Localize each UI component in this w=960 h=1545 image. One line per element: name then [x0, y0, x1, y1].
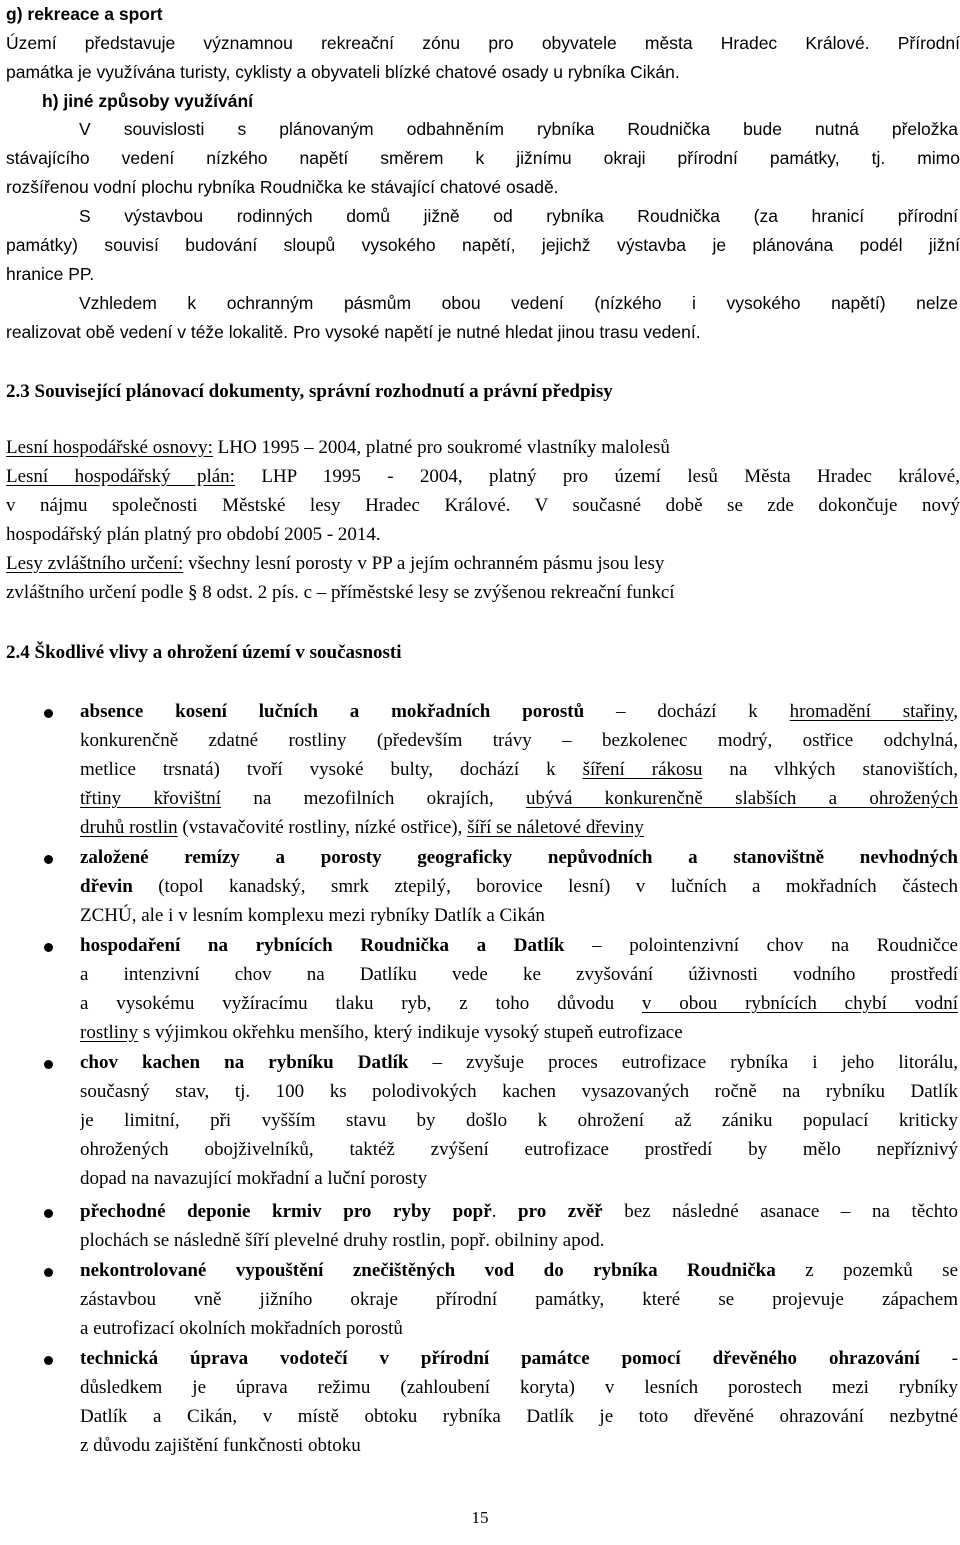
- lzu-text: všechny lesní porosty v PP a jejím ochranném pásmu jsou lesy: [183, 553, 665, 574]
- h-p3-line-1: Vzhledem k ochranným pásmům obou vedení (nízkého i vysokého napětí) nelze: [79, 293, 958, 313]
- heading-h: h) jiné způsoby využívání: [42, 91, 254, 111]
- h-p3-line-2: realizovat obě vedení v téže lokalitě. Pro vysoké napětí je nutné hledat jinou trasu vedení.: [6, 322, 701, 342]
- page-number: 15: [471, 1508, 489, 1527]
- b4-line-3: je limitní, při vyšším stavu by došlo k ohrožení až zániku populací kriticky: [80, 1110, 958, 1131]
- lzu-line-1: [6, 552, 960, 576]
- bullet-5-icon: [44, 1209, 53, 1218]
- lhp-line-3: hospodářský plán platný pro období 2005 - 2014.: [6, 524, 381, 545]
- b4-bold: chov kachen na rybníku Datlík: [80, 1052, 409, 1073]
- b1-l4-underline-2: ubývá konkurenčně slabších a ohrožených: [525, 788, 958, 809]
- b1-l3-text: metlice trsnatá) tvoří vysoké bulty, dochází k: [80, 759, 583, 780]
- b1-text: – dochází k: [584, 701, 790, 722]
- g-line-2: památka je využívána turisty, cyklisty a obyvateli blízké chatové osady u rybníka Cikán.: [6, 62, 680, 82]
- b4-line-1: [80, 1051, 958, 1075]
- b1-line-2: konkurenčně zdatné rostliny (především trávy – bezkolenec modrý, ostřice odchylná,: [80, 730, 958, 751]
- b3-bold: hospodaření na rybnících Roudnička a Datlík: [80, 935, 565, 956]
- b3-l4-text: s výjimkou okřehku menšího, který indikuje vysoký stupeň eutrofizace: [138, 1022, 683, 1043]
- heading-g: g) rekreace a sport: [6, 4, 163, 24]
- b1-end: ,: [953, 701, 958, 722]
- b1-l4-text: na mezofilních okrajích,: [221, 788, 526, 809]
- b1-line-5: [80, 816, 958, 840]
- b3-text: – polointenzivní chov na Roudničce: [564, 935, 958, 956]
- lho-text: LHO 1995 – 2004, platné pro soukromé vlastníky malolesů: [212, 437, 670, 458]
- b1-l4-underline-1: třtiny křovištní: [80, 788, 222, 809]
- lho-label: Lesní hospodářské osnovy:: [6, 437, 213, 458]
- lhp-label: Lesní hospodářský plán:: [6, 466, 235, 487]
- b4-line-2: současný stav, tj. 100 ks polodivokých kachen vysazovaných ročně na rybníku Datlík: [80, 1081, 958, 1102]
- heading-2-3: 2.3 Související plánovací dokumenty, správní rozhodnutí a právní předpisy: [6, 381, 613, 402]
- lzu-line-2: zvláštního určení podle § 8 odst. 2 pís. c – příměstské lesy se zvýšenou rekreační funkcí: [6, 582, 675, 603]
- b6-line-2: zástavbou vně jižního okraje přírodní památky, které se projevuje zápachem: [80, 1289, 958, 1310]
- bullet-2-icon: [44, 855, 53, 864]
- b3-l4-underline: rostliny: [80, 1022, 139, 1043]
- b1-line-1: [80, 700, 958, 724]
- b5-text: bez následné asanace – na těchto: [602, 1201, 958, 1222]
- b2-line-2: [80, 875, 958, 899]
- heading-2-4: 2.4 Škodlivé vlivy a ohrožení území v současnosti: [6, 642, 402, 663]
- b5-bold-1: přechodné deponie krmiv pro ryby popř: [80, 1201, 492, 1222]
- b4-text: – zvyšuje proces eutrofizace rybníka i jeho litorálu,: [408, 1052, 958, 1073]
- h-p2-line-1: S výstavbou rodinných domů jižně od rybníka Roudnička (za hranicí přírodní: [79, 206, 958, 226]
- h-p1-line-1: V souvislosti s plánovaným odbahněním rybníka Roudnička bude nutná přeložka: [79, 119, 958, 139]
- b5-line-1: [80, 1200, 958, 1224]
- b1-underline: hromadění stařiny: [789, 701, 954, 722]
- b2-bold: dřevin: [80, 876, 133, 897]
- b3-l3-underline: v obou rybnících chybí vodní: [641, 993, 958, 1014]
- b7-text: -: [919, 1348, 958, 1369]
- b6-line-1: [80, 1259, 958, 1283]
- bullet-7-icon: [44, 1356, 53, 1365]
- b1-l5-underline-2: šíří se náletové dřeviny: [467, 817, 644, 838]
- lhp-line-1: [6, 465, 960, 489]
- b6-bold: nekontrolované vypouštění znečištěných vod do rybníka Roudnička: [80, 1260, 776, 1281]
- b4-line-4: ohrožených obojživelníků, taktéž zvýšení eutrofizace prostředí by mělo nepříznivý: [80, 1139, 958, 1160]
- b3-line-4: [80, 1021, 958, 1045]
- h-p2-line-3: hranice PP.: [6, 264, 95, 284]
- b1-line-3: [80, 758, 958, 782]
- b2-line-1: založené remízy a porosty geograficky nepůvodních a stanovištně nevhodných: [80, 847, 958, 868]
- h-p1-line-2: stávajícího vedení nízkého napětí směrem k jižnímu okraji přírodní památky, tj. mimo: [6, 148, 960, 168]
- b5-line-2: plochách se následně šíří plevelné druhy rostlin, popř. obilniny apod.: [80, 1230, 605, 1251]
- bullet-4-icon: [44, 1060, 53, 1069]
- b1-l3-end: na vlhkých stanovištích,: [702, 759, 958, 780]
- bullet-6-icon: [44, 1268, 53, 1277]
- b1-l5-underline-1: druhů rostlin: [80, 817, 178, 838]
- bullet-3-icon: [44, 943, 53, 952]
- b3-line-3: [80, 992, 958, 1016]
- lhp-text: LHP 1995 - 2004, platný pro území lesů Města Hradec králové,: [234, 466, 960, 487]
- b7-line-4: z důvodu zajištění funkčnosti obtoku: [80, 1435, 361, 1456]
- b3-line-2: a intenzivní chov na Datlíku vede ke zvyšování úživnosti vodního prostředí: [80, 964, 958, 985]
- bullet-1-icon: [44, 709, 53, 718]
- h-p2-line-2: památky) souvisí budování sloupů vysokého napětí, jejichž výstavba je plánována podél jižní: [6, 235, 960, 255]
- b3-l3-text: a vysokému vyžíracímu tlaku ryb, z toho důvodu: [80, 993, 642, 1014]
- lho-line: [6, 436, 960, 460]
- b6-text: z pozemků se: [775, 1260, 958, 1281]
- g-line-1: Území představuje významnou rekreační zónu pro obyvatele města Hradec Králové. Přírodní: [6, 33, 960, 53]
- b6-line-3: a eutrofizací okolních mokřadních porostů: [80, 1318, 403, 1339]
- h-p1-line-3: rozšířenou vodní plochu rybníka Roudnička ke stávající chatové osadě.: [6, 177, 559, 197]
- lzu-label: Lesy zvláštního určení:: [6, 553, 184, 574]
- b7-line-2: důsledkem je úprava režimu (zahloubení koryta) v lesních porostech mezi rybníky: [80, 1377, 958, 1398]
- b1-line-4: [80, 787, 958, 811]
- lhp-line-2: v nájmu společnosti Městské lesy Hradec Králové. V současné době se zde dokončuje nový: [6, 495, 960, 516]
- b2-text: (topol kanadský, smrk ztepilý, borovice lesní) v lučních a mokřadních částech: [132, 876, 958, 897]
- b1-bold: absence kosení lučních a mokřadních porostů: [80, 701, 585, 722]
- b7-line-1: [80, 1347, 958, 1371]
- b7-line-3: Datlík a Cikán, v místě obtoku rybníka Datlík je toto dřevěné ohrazování nezbytné: [80, 1406, 958, 1427]
- b5-bold-2: pro zvěř: [518, 1201, 603, 1222]
- b4-line-5: dopad na navazující mokřadní a luční porosty: [80, 1168, 428, 1189]
- b7-bold: technická úprava vodotečí v přírodní památce pomocí dřevěného ohrazování: [80, 1348, 920, 1369]
- b3-line-1: [80, 934, 958, 958]
- b1-l3-underline: šíření rákosu: [582, 759, 703, 780]
- b2-line-3: ZCHÚ, ale i v lesním komplexu mezi rybníky Datlík a Cikán: [80, 905, 545, 926]
- b1-l5-text: (vstavačovité rostliny, nízké ostřice),: [177, 817, 468, 838]
- b5-mid: .: [491, 1201, 519, 1222]
